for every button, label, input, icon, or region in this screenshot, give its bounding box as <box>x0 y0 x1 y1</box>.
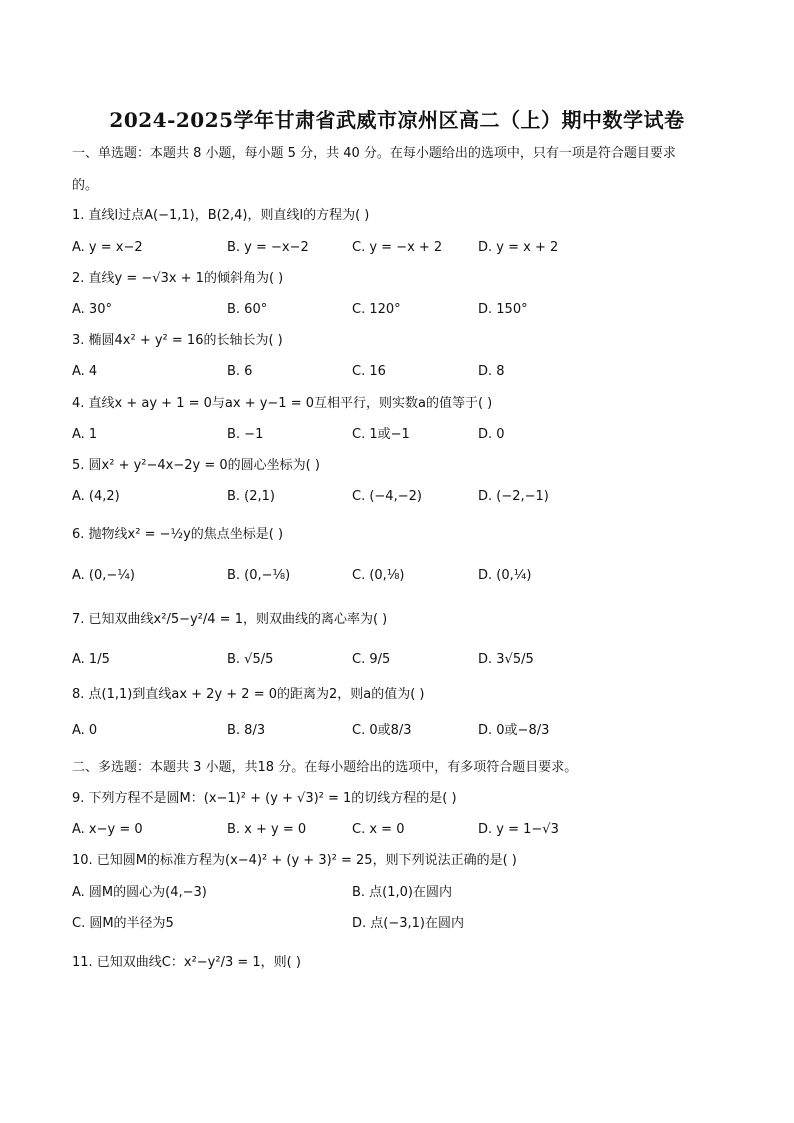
question-1-option-b: B. y = −x−2 <box>227 240 309 255</box>
question-4-option-d: D. 0 <box>478 427 505 442</box>
question-10-stem: 10. 已知圆M的标准方程为(x−4)² + (y + 3)² = 25，则下列说法正确的是( ) <box>72 853 517 868</box>
question-2-option-b: B. 60° <box>227 302 268 317</box>
question-8-option-a: A. 0 <box>72 723 98 738</box>
question-6-option-d: D. (0,¼) <box>478 568 532 583</box>
question-8-option-b: B. 8/3 <box>227 723 266 738</box>
question-3-option-d: D. 8 <box>478 364 505 379</box>
question-10-option-b: B. 点(1,0)在圆内 <box>352 885 453 900</box>
question-5-option-b: B. (2,1) <box>227 489 276 504</box>
question-10-option-c: C. 圆M的半径为5 <box>72 916 174 931</box>
question-9-option-b: B. x + y = 0 <box>227 822 307 837</box>
question-7-stem: 7. 已知双曲线x²/5−y²/4 = 1，则双曲线的离心率为( ) <box>72 612 388 627</box>
question-6-stem: 6. 抛物线x² = −½y的焦点坐标是( ) <box>72 527 284 542</box>
question-1-option-d: D. y = x + 2 <box>478 240 559 255</box>
question-9-stem: 9. 下列方程不是圆M：(x−1)² + (y + √3)² = 1的切线方程的是( ) <box>72 791 457 806</box>
question-3-stem: 3. 椭圆4x² + y² = 16的长轴长为( ) <box>72 333 283 348</box>
question-10-option-d: D. 点(−3,1)在圆内 <box>352 916 464 931</box>
question-4-option-c: C. 1或−1 <box>352 427 410 442</box>
question-2-option-a: A. 30° <box>72 302 112 317</box>
question-8-stem: 8. 点(1,1)到直线ax + 2y + 2 = 0的距离为2，则a的值为( ) <box>72 687 425 702</box>
question-7-option-d: D. 3√5/5 <box>478 652 534 667</box>
question-7-option-c: C. 9/5 <box>352 652 391 667</box>
question-3-option-c: C. 16 <box>352 364 386 379</box>
question-1-stem: 1. 直线l过点A(−1,1)，B(2,4)，则直线l的方程为( ) <box>72 208 370 223</box>
exam-title: 2024-2025学年甘肃省武威市凉州区高二（上）期中数学试卷 <box>109 108 685 132</box>
section1-heading-line1: 一、单选题：本题共 8 小题，每小题 5 分，共 40 分。在每小题给出的选项中，只有一项是符合题目要求 <box>72 146 676 161</box>
question-5-stem: 5. 圆x² + y²−4x−2y = 0的圆心坐标为( ) <box>72 458 320 473</box>
question-7-option-a: A. 1/5 <box>72 652 110 667</box>
question-9-option-d: D. y = 1−√3 <box>478 822 559 837</box>
question-2-option-d: D. 150° <box>478 302 528 317</box>
question-2-stem: 2. 直线y = −√3x + 1的倾斜角为( ) <box>72 271 284 286</box>
section1-heading-line2: 的。 <box>72 178 99 193</box>
question-1-option-c: C. y = −x + 2 <box>352 240 443 255</box>
question-1-option-a: A. y = x−2 <box>72 240 143 255</box>
question-4-stem: 4. 直线x + ay + 1 = 0与ax + y−1 = 0互相平行，则实数a的值等于( ) <box>72 396 493 411</box>
question-9-option-c: C. x = 0 <box>352 822 405 837</box>
question-2-option-c: C. 120° <box>352 302 401 317</box>
question-5-option-a: A. (4,2) <box>72 489 120 504</box>
question-3-option-b: B. 6 <box>227 364 253 379</box>
question-4-option-a: A. 1 <box>72 427 98 442</box>
question-8-option-d: D. 0或−8/3 <box>478 723 550 738</box>
question-9-option-a: A. x−y = 0 <box>72 822 143 837</box>
question-6-option-b: B. (0,−⅛) <box>227 568 291 583</box>
question-8-option-c: C. 0或8/3 <box>352 723 412 738</box>
question-7-option-b: B. √5/5 <box>227 652 274 667</box>
question-4-option-b: B. −1 <box>227 427 264 442</box>
question-5-option-c: C. (−4,−2) <box>352 489 422 504</box>
question-6-option-c: C. (0,⅛) <box>352 568 405 583</box>
section2-heading: 二、多选题：本题共 3 小题，共18 分。在每小题给出的选项中，有多项符合题目要求。 <box>72 760 578 775</box>
question-10-option-a: A. 圆M的圆心为(4,−3) <box>72 885 207 900</box>
question-5-option-d: D. (−2,−1) <box>478 489 549 504</box>
question-11-stem: 11. 已知双曲线C：x²−y²/3 = 1，则( ) <box>72 955 301 970</box>
question-6-option-a: A. (0,−¼) <box>72 568 135 583</box>
question-3-option-a: A. 4 <box>72 364 98 379</box>
